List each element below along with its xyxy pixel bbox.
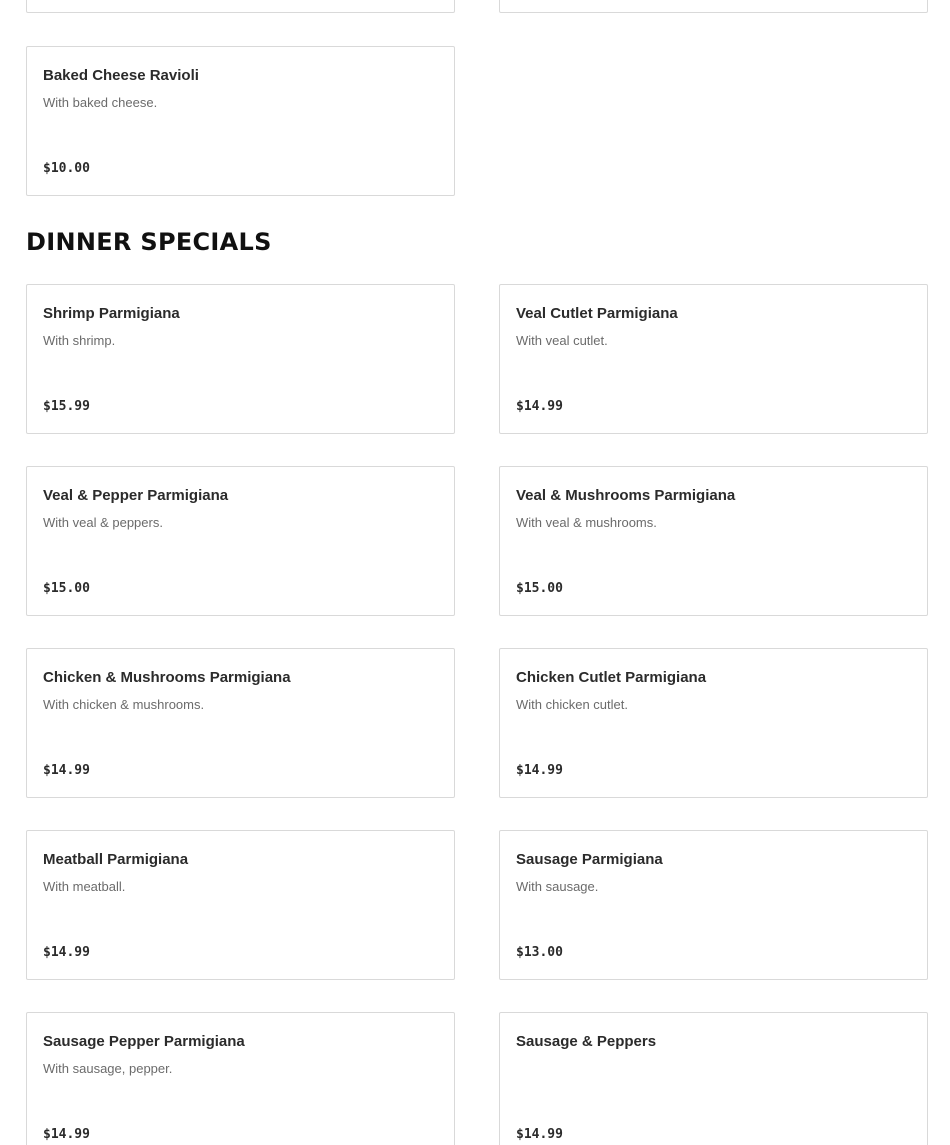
menu-item-price: $10.00 xyxy=(43,161,90,176)
menu-item-card[interactable] xyxy=(26,830,455,980)
menu-item-name: Veal & Mushrooms Parmigiana xyxy=(516,487,736,504)
menu-item-price: $15.99 xyxy=(43,399,90,414)
menu-item-name: Sausage & Peppers xyxy=(516,1033,657,1050)
menu-item-card[interactable] xyxy=(499,830,928,980)
menu-item-price: $14.99 xyxy=(516,399,563,414)
menu-item-card[interactable] xyxy=(26,0,455,13)
menu-item-card[interactable] xyxy=(499,284,928,434)
menu-item-description: With sausage, pepper. xyxy=(43,1061,173,1076)
menu-item-card[interactable] xyxy=(26,466,455,616)
menu-item-price: $13.00 xyxy=(516,945,563,960)
menu-item-price: $14.99 xyxy=(516,763,563,778)
menu-item-price: $14.99 xyxy=(43,1127,90,1142)
menu-item-description: With chicken & mushrooms. xyxy=(43,697,205,712)
menu-item-card[interactable] xyxy=(499,466,928,616)
menu-item-name: Chicken Cutlet Parmigiana xyxy=(516,669,707,686)
menu-item-description: With sausage. xyxy=(516,879,599,894)
menu-item-card[interactable] xyxy=(26,1012,455,1145)
menu-item-name: Shrimp Parmigiana xyxy=(43,305,180,322)
menu-item-card[interactable] xyxy=(499,648,928,798)
menu-item-description: With veal cutlet. xyxy=(516,333,608,348)
menu-item-card[interactable] xyxy=(26,46,455,196)
menu-item-description: With chicken cutlet. xyxy=(516,697,628,712)
menu-item-price: $14.99 xyxy=(516,1127,563,1142)
menu-item-name: Veal & Pepper Parmigiana xyxy=(43,487,229,504)
menu-item-description: With shrimp. xyxy=(43,333,116,348)
section-title-dinner-specials: DINNER SPECIALS xyxy=(26,228,272,256)
menu-item-description: With veal & peppers. xyxy=(43,515,163,530)
menu-item-card[interactable] xyxy=(499,1012,928,1145)
menu-item-name: Veal Cutlet Parmigiana xyxy=(516,305,678,322)
menu-item-name: Meatball Parmigiana xyxy=(43,851,189,868)
menu-item-description: With meatball. xyxy=(43,879,126,894)
menu-item-card[interactable] xyxy=(26,284,455,434)
menu-item-price: $15.00 xyxy=(43,581,90,596)
menu-item-description: With veal & mushrooms. xyxy=(516,515,657,530)
menu-item-name: Chicken & Mushrooms Parmigiana xyxy=(43,669,291,686)
menu-item-name: Sausage Parmigiana xyxy=(516,851,663,868)
menu-item-description: With baked cheese. xyxy=(43,95,158,110)
menu-item-price: $15.00 xyxy=(516,581,563,596)
menu-item-name: Baked Cheese Ravioli xyxy=(43,67,199,84)
menu-item-name: Sausage Pepper Parmigiana xyxy=(43,1033,245,1050)
menu-item-price: $14.99 xyxy=(43,763,90,778)
menu-item-card[interactable] xyxy=(26,648,455,798)
menu-item-price: $14.99 xyxy=(43,945,90,960)
menu-item-card[interactable] xyxy=(499,0,928,13)
